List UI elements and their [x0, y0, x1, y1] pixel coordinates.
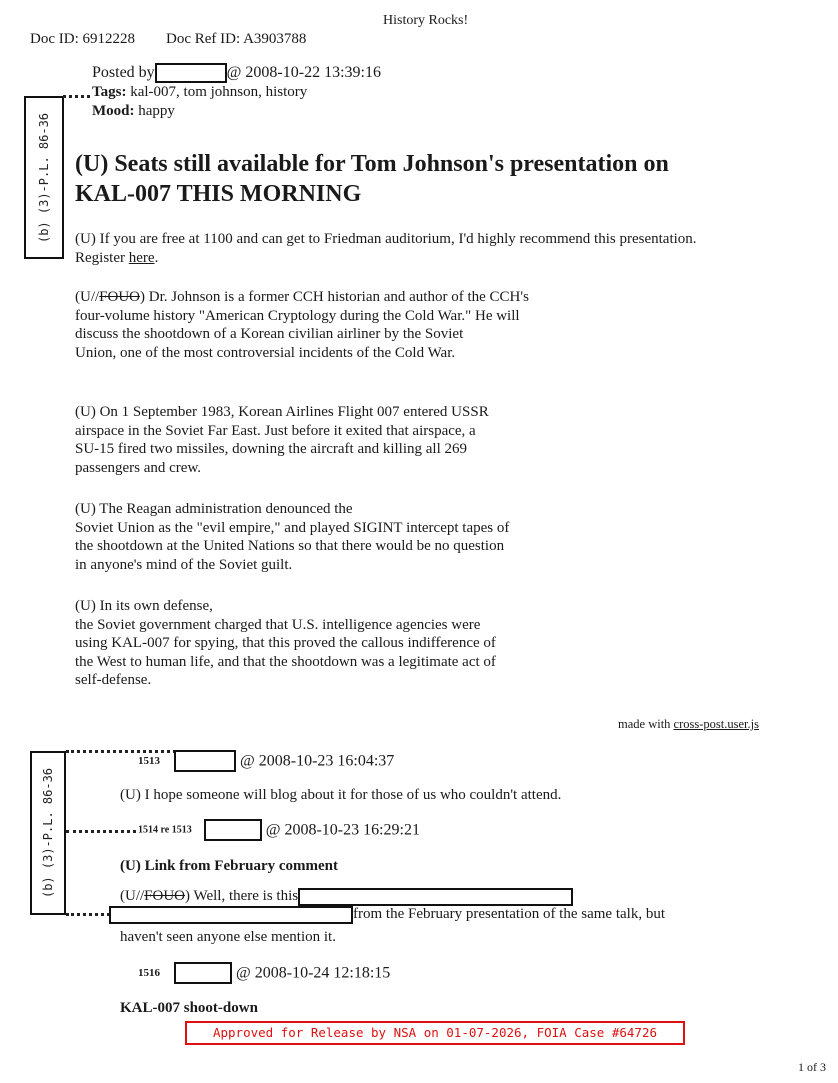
- comment-number: 1513: [138, 755, 160, 767]
- p2-line3: discuss the shootdown of a Korean civilian airliner by the Soviet: [75, 326, 464, 342]
- paragraph-2: [75, 288, 795, 362]
- comment-number: 1514 re 1513: [138, 824, 192, 836]
- p5-line4: the West to human life, and that the shootdown was a legitimate act of: [75, 653, 496, 670]
- tags-label: Tags:: [92, 84, 127, 100]
- comment-timestamp: @ 2008-10-23 16:29:21: [265, 821, 420, 839]
- p5-line2: the Soviet government charged that U.S. intelligence agencies were: [75, 616, 481, 633]
- post-title-line2: KAL-007 THIS MORNING: [75, 181, 362, 207]
- p1-line1: (U) If you are free at 1100 and can get to Friedman auditorium, I'd highly recommend this presentation.: [75, 231, 697, 247]
- p3-line2: airspace in the Soviet Far East. Just before it exited that airspace, a: [75, 422, 476, 439]
- page-number: 1 of 3: [798, 1060, 826, 1074]
- comment-1514-header: [138, 819, 420, 841]
- redacted-link: [298, 888, 573, 906]
- paragraph-4: [75, 500, 795, 574]
- made-with-line: [618, 716, 759, 732]
- exemption-box-top: [24, 96, 64, 259]
- tags-value: kal-007, tom johnson, history: [130, 84, 308, 100]
- tags-line: [92, 83, 307, 102]
- redacted-commenter: [204, 819, 262, 841]
- comment-1514-line2: [109, 905, 665, 924]
- redacted-commenter: [174, 962, 232, 984]
- paragraph-3: [75, 403, 795, 477]
- redaction-leader-4: [66, 913, 110, 916]
- mood-label: Mood:: [92, 103, 135, 119]
- post-meta-line: [92, 63, 381, 83]
- post-title: [75, 149, 669, 209]
- release-stamp: Approved for Release by NSA on 01-07-2026, FOIA Case #64726: [185, 1021, 685, 1045]
- p2-line1-rest: ) Dr. Johnson is a former CCH historian and author of the CCH's: [140, 289, 529, 305]
- redacted-commenter: [174, 750, 236, 772]
- comment-prefix: (U//: [120, 888, 145, 904]
- comment-1514-title: (U) Link from February comment: [120, 858, 339, 874]
- exemption-label-2: (b) (3)-P.L. 86-36: [41, 767, 55, 899]
- p2-line4: Union, one of the most controversial incidents of the Cold War.: [75, 344, 456, 361]
- mood-value: happy: [138, 103, 175, 119]
- posted-by-label: Posted by: [92, 64, 155, 81]
- doc-id: Doc ID: 6912228: [30, 31, 135, 47]
- cross-post-link[interactable]: cross-post.user.js: [673, 717, 759, 731]
- p3-line4: passengers and crew.: [75, 459, 202, 476]
- p5-line5: self-defense.: [75, 672, 152, 688]
- p5-line3: using KAL-007 for spying, that this proved the callous indifference of: [75, 635, 496, 651]
- site-title: History Rocks!: [383, 13, 469, 28]
- doc-ref-id: Doc Ref ID: A3903788: [166, 31, 307, 47]
- posted-timestamp: @ 2008-10-22 13:39:16: [226, 64, 381, 81]
- made-with-label: made with: [618, 717, 674, 731]
- redaction-leader: [63, 95, 90, 98]
- comment-1516-title: KAL-007 shoot-down: [120, 1000, 258, 1016]
- p4-line4: in anyone's mind of the Soviet guilt.: [75, 556, 293, 573]
- comment-number: 1516: [138, 967, 160, 979]
- comment-1514-line1: [120, 887, 573, 906]
- comment-1514-line3: haven't seen anyone else mention it.: [120, 929, 336, 945]
- p4-line2: Soviet Union as the "evil empire," and played SIGINT intercept tapes of: [75, 519, 510, 536]
- comment-struck-marking: FOUO: [144, 888, 186, 904]
- mood-line: [92, 102, 175, 121]
- comment-timestamp: @ 2008-10-23 16:04:37: [240, 752, 395, 770]
- p5-line1: (U) In its own defense,: [75, 598, 213, 614]
- p1-line2-prefix: Register: [75, 249, 129, 266]
- p3-line3: SU-15 fired two missiles, downing the aircraft and killing all 269: [75, 441, 468, 457]
- p2-struck-marking: FOUO: [99, 289, 141, 305]
- exemption-box-bottom: [30, 751, 66, 915]
- p4-line1: (U) The Reagan administration denounced the: [75, 501, 353, 517]
- paragraph-1: [75, 230, 795, 267]
- p3-line1: (U) On 1 September 1983, Korean Airlines Flight 007 entered USSR: [75, 404, 489, 420]
- comment-rest1: ) Well, there is this: [185, 888, 299, 904]
- register-link[interactable]: here: [128, 249, 155, 266]
- redaction-leader-3: [66, 830, 136, 833]
- comment-1513-header: [138, 750, 394, 772]
- comment-1513-body: (U) I hope someone will blog about it for those of us who couldn't attend.: [120, 787, 562, 803]
- p4-line3: the shootdown at the United Nations so that there would be no question: [75, 538, 505, 554]
- p2-prefix: (U//: [75, 289, 100, 305]
- redacted-author: [155, 63, 227, 83]
- paragraph-5: [75, 597, 795, 690]
- redacted-link-cont: [109, 906, 353, 924]
- comment-timestamp: @ 2008-10-24 12:18:15: [236, 964, 391, 982]
- comment-rest2: from the February presentation of the same talk, but: [353, 906, 665, 922]
- p1-line2-suffix: .: [154, 249, 159, 266]
- exemption-label: (b) (3)-P.L. 86-36: [37, 112, 51, 243]
- post-title-line1: (U) Seats still available for Tom Johnson's presentation on: [75, 151, 669, 177]
- comment-1516-header: [138, 962, 390, 984]
- p2-line2: four-volume history "American Cryptology during the Cold War." He will: [75, 307, 520, 324]
